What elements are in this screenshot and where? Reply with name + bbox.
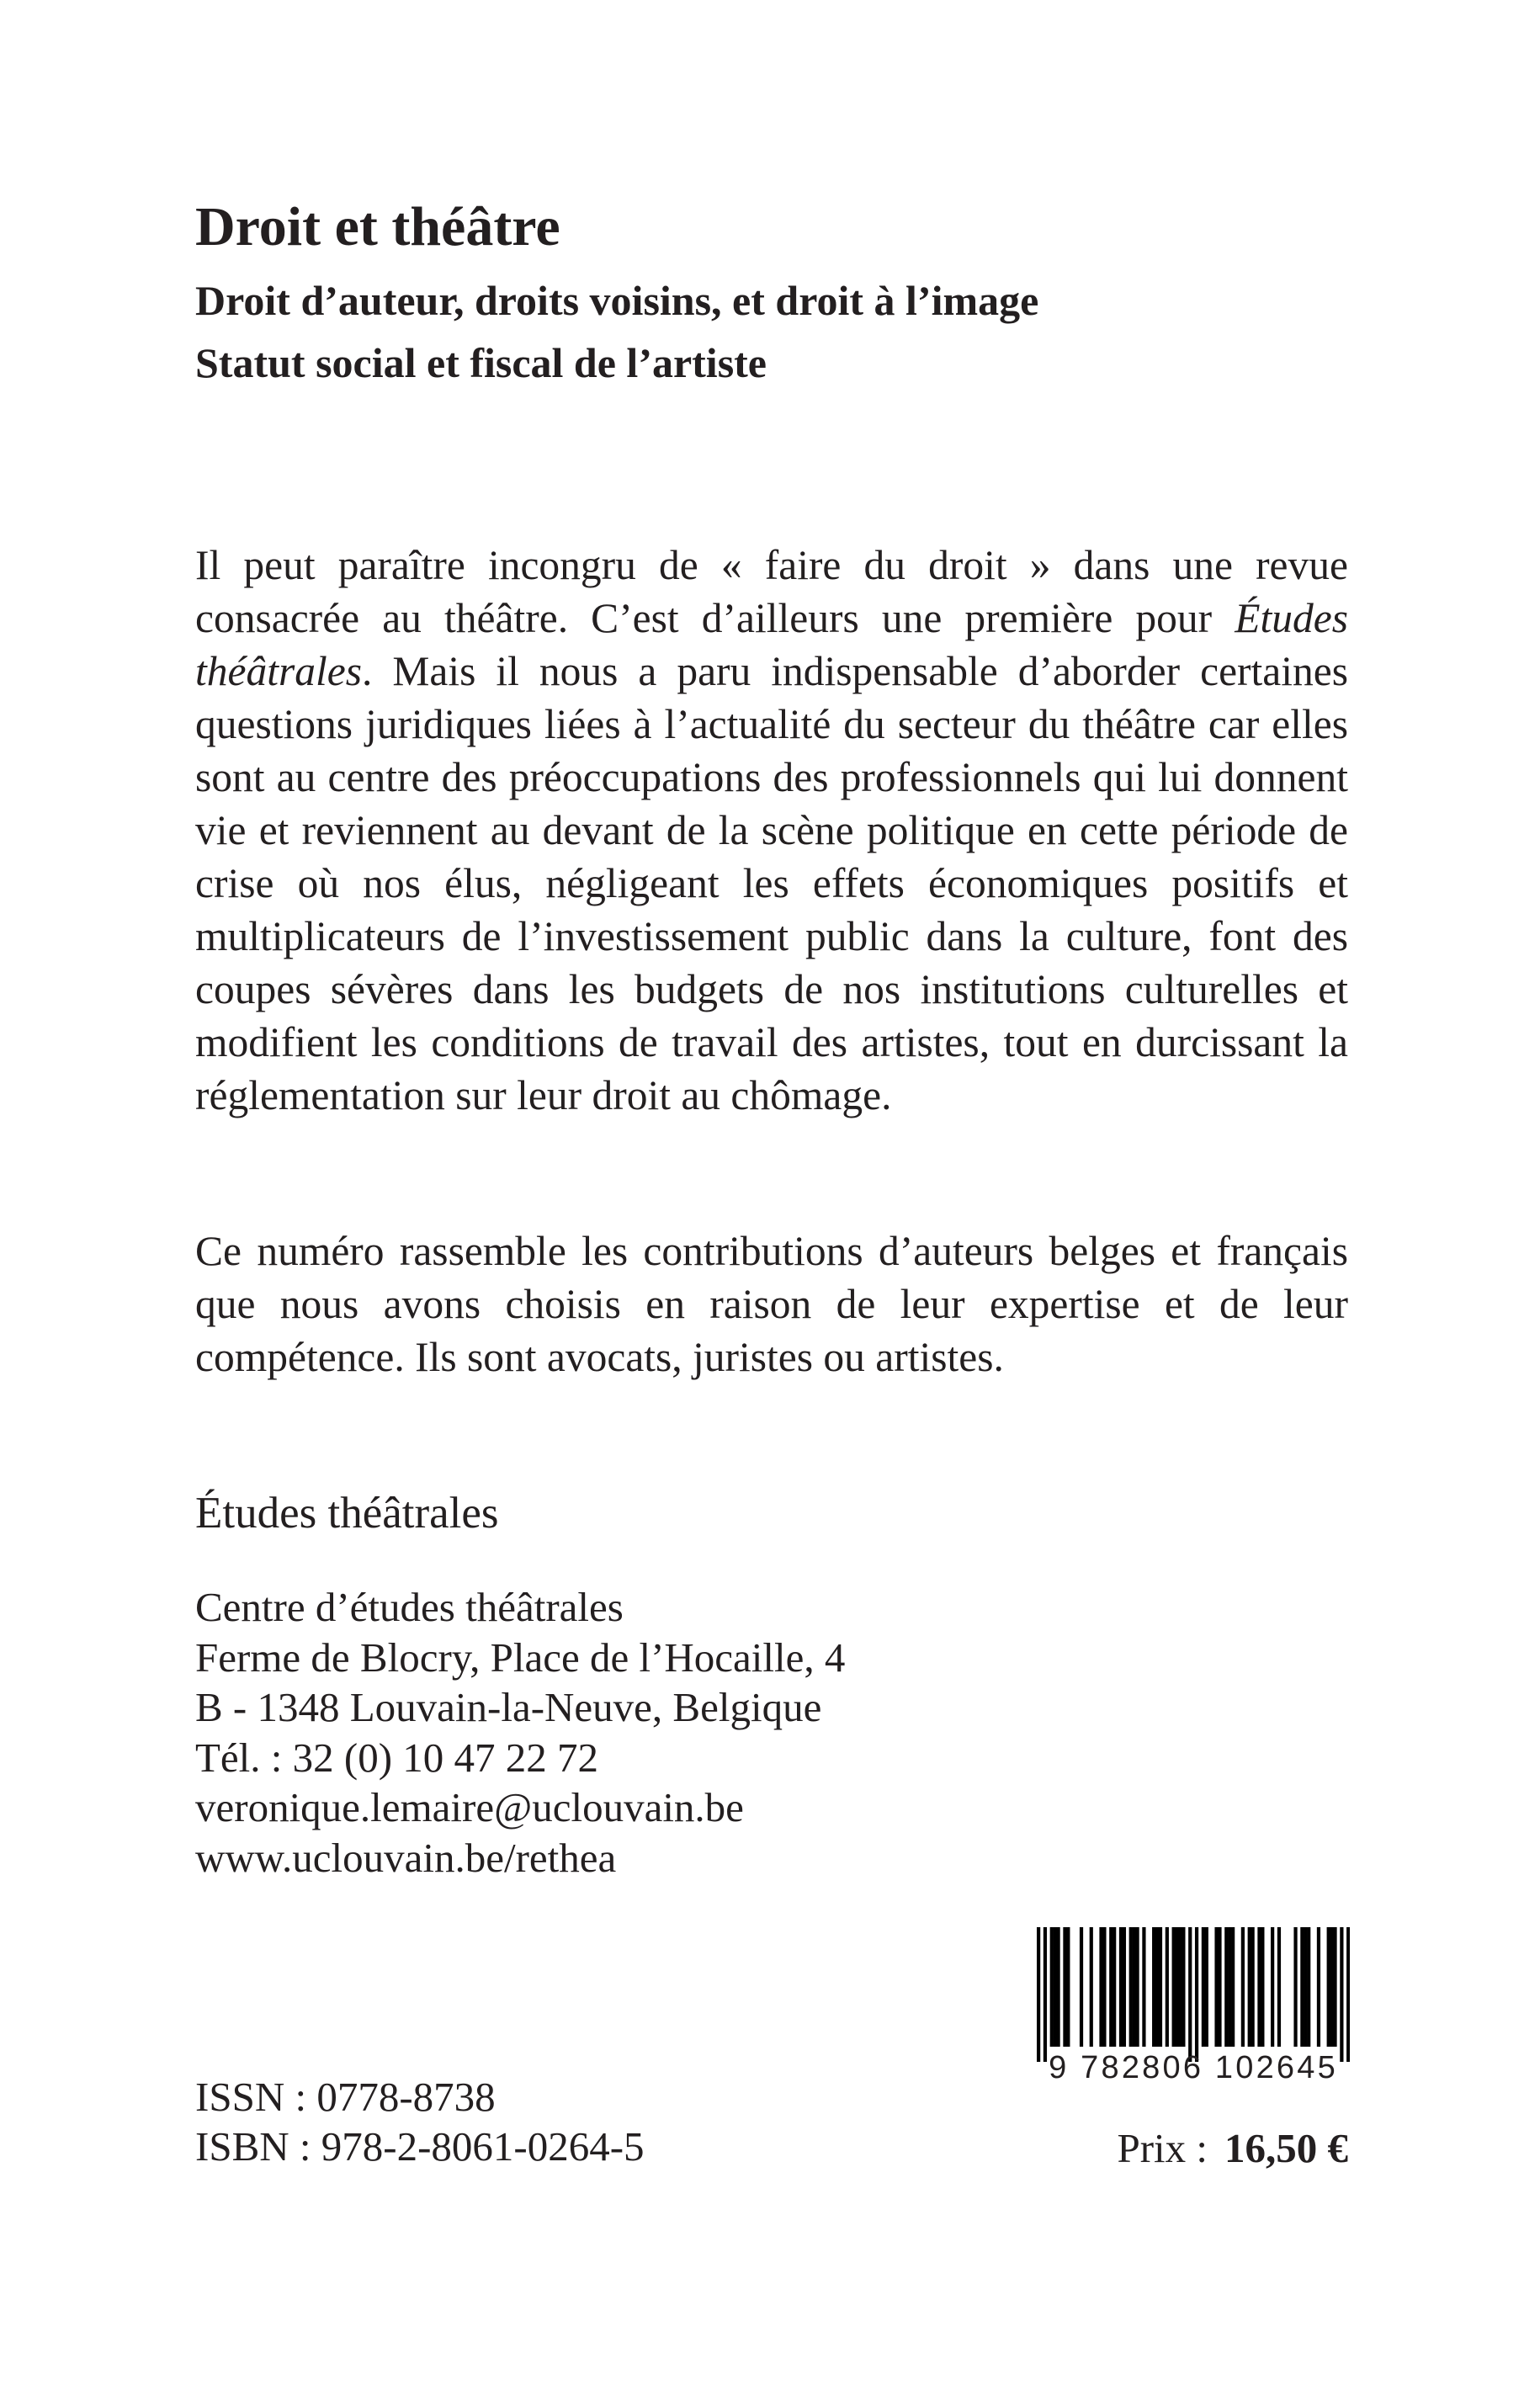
barcode-bar bbox=[1346, 1927, 1350, 2062]
barcode-bar bbox=[1307, 1927, 1310, 2047]
barcode-bar bbox=[1113, 1927, 1116, 2047]
barcode-bar bbox=[1218, 1927, 1221, 2047]
publisher-organization: Centre d’études théâtrales bbox=[195, 1584, 624, 1630]
identifiers-block bbox=[195, 2072, 645, 2171]
barcode-bar bbox=[1155, 1927, 1159, 2047]
barcode-bar bbox=[1152, 1927, 1155, 2047]
barcode-bar bbox=[1241, 1927, 1245, 2047]
price-block bbox=[1117, 2123, 1348, 2173]
website-link[interactable]: www.uclouvain.be/rethea bbox=[195, 1834, 617, 1881]
issn-number: ISSN : 0778-8738 bbox=[195, 2074, 496, 2120]
series-name: Études théâtrales bbox=[195, 1489, 499, 1538]
publisher-contact-block bbox=[195, 1582, 845, 1883]
barcode-bar bbox=[1172, 1927, 1176, 2047]
barcode-bar bbox=[1317, 1927, 1320, 2047]
barcode-bar bbox=[1066, 1927, 1070, 2047]
subtitle-line-2: Statut social et fiscal de l’artiste bbox=[195, 339, 767, 386]
barcode-bar bbox=[1271, 1927, 1274, 2047]
barcode-bar bbox=[1330, 1927, 1334, 2047]
book-title: Droit et théâtre bbox=[195, 196, 560, 258]
barcode-bar bbox=[1261, 1927, 1264, 2047]
barcode-bar bbox=[1109, 1927, 1113, 2047]
barcode-bar bbox=[1037, 1927, 1040, 2062]
barcode-bar bbox=[1129, 1927, 1133, 2047]
barcode-bar bbox=[1231, 1927, 1235, 2047]
barcode-bar bbox=[1119, 1927, 1123, 2047]
barcode-bar bbox=[1327, 1927, 1330, 2047]
barcode-bar bbox=[1214, 1927, 1218, 2047]
barcode-bar bbox=[1063, 1927, 1066, 2047]
barcode-bar bbox=[1248, 1927, 1251, 2047]
barcode-bar bbox=[1304, 1927, 1307, 2047]
price-value: 16,50 € bbox=[1224, 2125, 1348, 2171]
barcode-bar bbox=[1175, 1927, 1178, 2047]
barcode-bar bbox=[1293, 1927, 1297, 2047]
paragraph-1-text-b: . Mais il nous a paru indispensable d’aborder certaines questions juridiques liées à l’actualité du secteur du théâtre car elles sont au centre des préoccupations des professionnels qui lui donnent vie et reviennent au devant de la scène politique en cette période de crise où nos élus, négligeant les effets économiques positifs et multiplicateurs de l’investissement public dans la culture, font des coupes sévères dans les budgets de nos institutions culturelles et modifient les conditions de travail des artistes, tout en durcissant la réglementation sur leur droit au chômage. bbox=[195, 648, 1348, 1118]
barcode-bar bbox=[1102, 1927, 1106, 2047]
barcode-bar bbox=[1251, 1927, 1255, 2047]
barcode-bar bbox=[1133, 1927, 1136, 2047]
barcode-bar bbox=[1050, 1927, 1054, 2047]
barcode-bar bbox=[1099, 1927, 1102, 2047]
barcode-digits: 9 782806 102645 bbox=[1049, 2050, 1338, 2085]
email-address[interactable]: veronique.lemaire@uclouvain.be bbox=[195, 1784, 744, 1830]
barcode-bar bbox=[1123, 1927, 1126, 2047]
description-paragraph-2: Ce numéro rassemble les contributions d’auteurs belges et français que nous avons choisis en raison de leur expertise et de leur compétence. Ils sont avocats, juristes ou artistes. bbox=[195, 1228, 1348, 1380]
barcode-bar bbox=[1166, 1927, 1169, 2047]
journal-name-italic: Études théâtrales bbox=[195, 595, 1348, 694]
barcode-bar bbox=[1090, 1927, 1093, 2047]
barcode-bar bbox=[1277, 1927, 1281, 2047]
barcode-bar bbox=[1135, 1927, 1139, 2047]
barcode-bar bbox=[1043, 1927, 1047, 2062]
barcode-bar bbox=[1159, 1927, 1162, 2047]
price-label: Prix : bbox=[1117, 2125, 1208, 2171]
barcode-bar bbox=[1202, 1927, 1205, 2047]
barcode-bar bbox=[1300, 1927, 1304, 2047]
address-line-1: Ferme de Blocry, Place de l’Hocaille, 4 bbox=[195, 1633, 846, 1681]
barcode-bar bbox=[1333, 1927, 1336, 2047]
barcode-bar bbox=[1080, 1927, 1083, 2047]
barcode-bar bbox=[1182, 1927, 1185, 2047]
barcode-bar bbox=[1195, 1927, 1198, 2062]
barcode-bar bbox=[1178, 1927, 1182, 2047]
paragraph-1-text-a: Il peut paraître incongru de « faire du droit » dans une revue consacrée au théâtre. C’est d’ailleurs une première pour bbox=[195, 542, 1348, 641]
barcode-bar bbox=[1340, 1927, 1343, 2062]
barcode-bar bbox=[1056, 1927, 1059, 2047]
address-line-2: B - 1348 Louvain-la-Neuve, Belgique bbox=[195, 1684, 822, 1730]
barcode-bar bbox=[1054, 1927, 1057, 2047]
barcode-bar bbox=[1224, 1927, 1228, 2047]
barcode-bar bbox=[1188, 1927, 1192, 2062]
barcode-bar bbox=[1205, 1927, 1208, 2047]
barcode-bar bbox=[1142, 1927, 1145, 2047]
barcode-bar bbox=[1257, 1927, 1261, 2047]
subtitle-line-1: Droit d’auteur, droits voisins, et droit à l’image bbox=[195, 277, 1039, 324]
description-paragraph-1 bbox=[195, 539, 1348, 1122]
barcode-bar bbox=[1228, 1927, 1231, 2047]
isbn-number: ISBN : 978-2-8061-0264-5 bbox=[195, 2123, 645, 2170]
phone-number: Tél. : 32 (0) 10 47 22 72 bbox=[195, 1734, 599, 1781]
